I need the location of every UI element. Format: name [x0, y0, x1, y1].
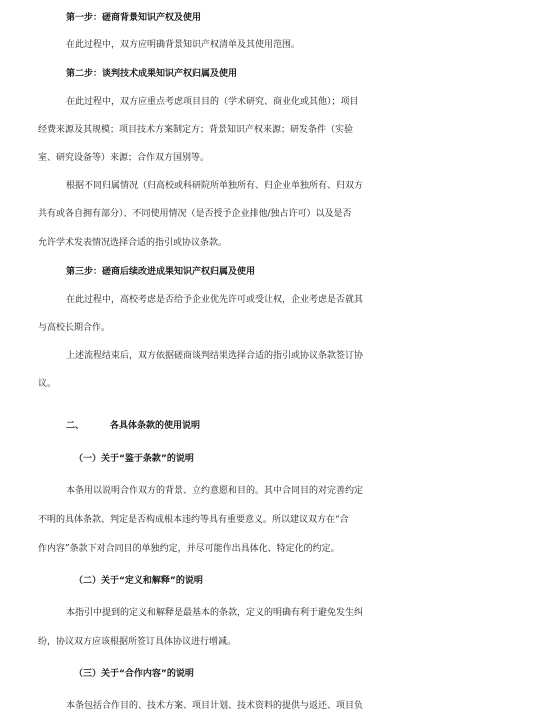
sub3-heading: （三）关于“合作内容”的说明: [74, 669, 194, 679]
summary-line1: 上述流程结束后，双方依据磋商谈判结果选择合适的指引或协议条款签订协: [66, 351, 364, 361]
step1-heading: 第一步：磋商背景知识产权及使用: [66, 13, 202, 23]
sub1-line2: 不明的具体条款、判定是否构成根本违约等具有重要意义。所以建议双方在“合: [38, 515, 349, 525]
section2-title: 各具体条款的使用说明: [110, 421, 201, 431]
sub2-line2: 纷，协议双方应该根据所签订具体协议进行增减。: [38, 637, 237, 647]
step2-paragraph1-line1: 在此过程中，双方应重点考虑项目目的（学术研究、商业化或其他）；项目: [66, 97, 359, 107]
section2-number: 二、: [66, 421, 85, 431]
step2-heading: 第二步：谈判技术成果知识产权归属及使用: [66, 69, 238, 79]
step1-text: 在此过程中，双方应明确背景知识产权清单及其使用范围。: [66, 40, 301, 50]
sub1-line1: 本条用以说明合作双方的背景、立约意愿和目的。其中合同目的对完善约定: [66, 486, 364, 496]
step2-paragraph1-line3: 室、研究设备等）来源；合作双方国别等。: [38, 153, 210, 163]
sub1-heading: （一）关于“鉴于条款”的说明: [74, 454, 194, 464]
sub2-line1: 本指引中提到的定义和解释是最基本的条款，定义的明确有利于避免发生纠: [66, 608, 364, 618]
step2-paragraph2-line2: 共有或各自拥有部分）、不同使用情况（是否授予企业排他/独占许可）以及是否: [38, 209, 352, 219]
sub3-line1: 本条包括合作目的、技术方案、项目计划、技术资料的提供与返还、项目负: [66, 701, 364, 711]
summary-line2: 议。: [38, 379, 57, 389]
step3-line2: 与高校长期合作。: [38, 323, 111, 333]
step2-paragraph2-line1: 根据不同归属情况（归高校或科研院所单独所有、归企业单独所有、归双方: [66, 181, 364, 191]
step2-paragraph2-line3: 允许学术发表情况选择合适的指引或协议条款。: [38, 238, 228, 248]
sub2-heading: （二）关于“定义和解释”的说明: [74, 576, 203, 586]
step3-line1: 在此过程中，高校考虑是否给予企业优先许可或受让权，企业考虑是否就其: [66, 295, 364, 305]
sub1-line3: 作内容”条款下对合同目的单独约定，并尽可能作出具体化、特定化的约定。: [38, 544, 340, 554]
section2-heading: [0, 416, 555, 436]
step2-paragraph1-line2: 经费来源及其规模；项目技术方案制定方；背景知识产权来源；研发条件（实验: [38, 125, 354, 135]
step3-heading: 第三步：磋商后续改进成果知识产权归属及使用: [66, 267, 256, 277]
